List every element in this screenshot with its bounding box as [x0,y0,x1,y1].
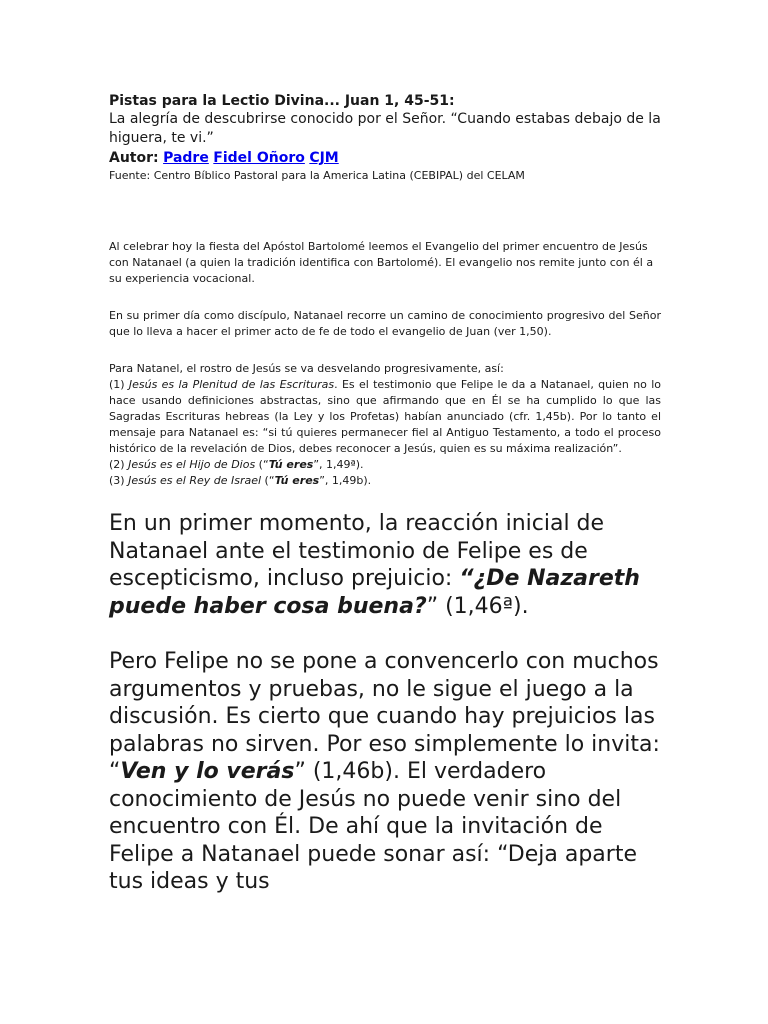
paragraph-intro: Al celebrar hoy la fiesta del Apóstol Bartolomé leemos el Evangelio del primer encuentro de Jesús con Natanael (a quien la tradición identifica con Bartolomé). El evangelio nos remite junto con él a su experiencia vocacional. [109,240,654,285]
paragraph-first-day: En su primer día como discípulo, Natanael recorre un camino de conocimiento progresivo del Señor que lo lleva a hacer el primer acto de fe de todo el evangelio de Juan (ver 1,50). [109,309,661,338]
document-page [109,92,661,896]
face-item-1-title: Jesús es la Plenitud de las Escrituras [128,378,335,391]
face-intro: Para Natanel, el rostro de Jesús se va desvelando progresivamente, así: [109,362,504,375]
ven-y-lo-veras-quote: Ven y lo verás [120,759,295,784]
author-link-name[interactable]: Fidel Oñoro [213,150,305,166]
paragraph-skepticism: En un primer momento, la reacción inicial de Natanael ante el testimonio de Felipe es de escepticismo, incluso prejuicio: “¿De Nazareth puede haber cosa buena?” (1,46ª). [109,511,640,619]
face-item-1: (1) Jesús es la Plenitud de las Escrituras. Es el testimonio que Felipe le da a Natanael, quien no lo hace usando definiciones abstractas, sino que afirmando que en Él se ha cumplido lo que las Sagradas Escrituras hebreas (la Ley y los Profetas) habían anunciado (cfr. 1,45b). Por lo tanto el mensaje para Natanael es: “si tú quieres permanecer fiel al Antiguo Testamento, a todo el proceso histórico de la revelación de Dios, debes reconocer a Jesús, quien es su máxima realización”. [109,378,662,455]
author-line [109,148,661,168]
source-line: Fuente: Centro Bíblico Pastoral para la America Latina (CEBIPAL) del CELAM [109,169,525,182]
document-title: Pistas para la Lectio Divina... Juan 1, 45-51: [109,93,455,109]
paragraph-face-of-jesus [109,361,661,489]
paragraph-invitation: Pero Felipe no se pone a convencerlo con muchos argumentos y pruebas, no le sigue el juego a la discusión. Es cierto que cuando hay prejuicios las palabras no sirven. Por eso simplemente lo invita: “Ven y lo verás” (1,46b). El verdadero conocimiento de Jesús no puede venir sino del encuentro con Él. De ahí que la invitación de Felipe a Natanael puede sonar así: “Deja aparte tus ideas y tus [109,649,660,894]
document-subtitle: La alegría de descubrirse conocido por el Señor. “Cuando estabas debajo de la higuera, te vi.” [109,111,661,146]
face-item-3: (3) Jesús es el Rey de Israel (“Tú eres”, 1,49b). [109,474,372,487]
author-link-cjm[interactable]: CJM [309,150,339,166]
face-item-2-title: Jesús es el Hijo de Dios [128,458,256,471]
face-item-3-title: Jesús es el Rey de Israel [128,474,262,487]
author-label: Autor: [109,150,159,166]
nazareth-quote: “¿De Nazareth puede haber cosa buena? [109,566,640,619]
face-item-2: (2) Jesús es el Hijo de Dios (“Tú eres”, 1,49ª). [109,458,364,471]
author-link-padre[interactable]: Padre [163,150,209,166]
